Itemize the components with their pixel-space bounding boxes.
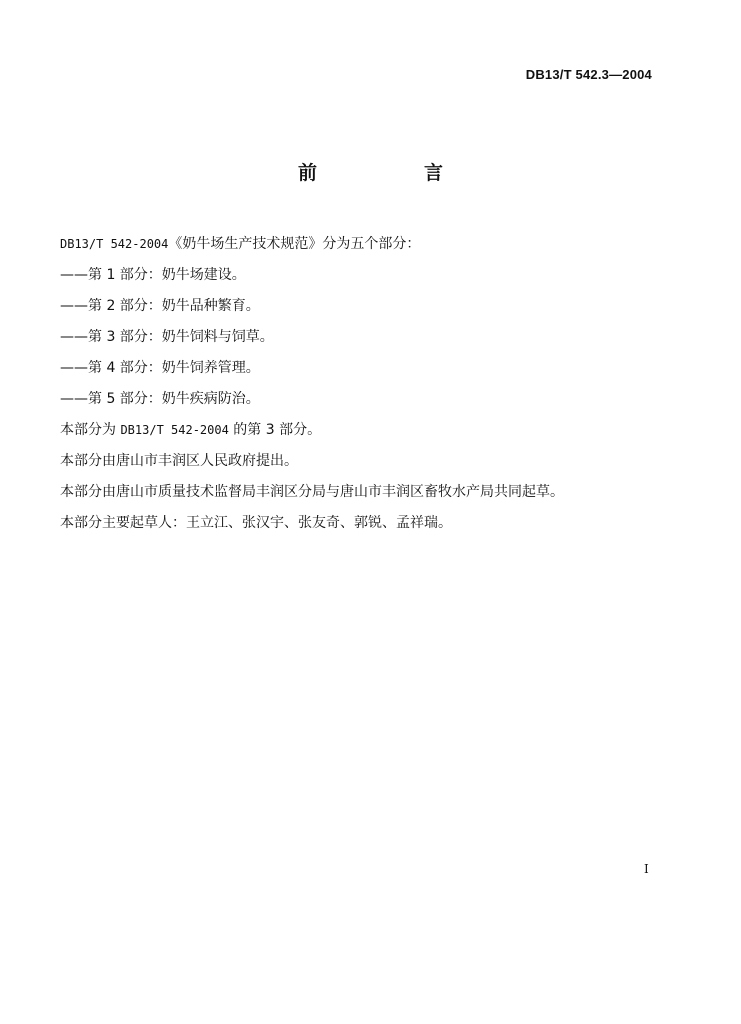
this-part-paragraph [60,418,680,449]
part-item-5: ——第 5 部分：奶牛疾病防治。 [60,391,260,407]
intro-text: 《奶牛场生产技术规范》分为五个部分： [168,236,421,252]
intro-standard-code: DB13/T 542-2004 [60,237,169,251]
this-part-prefix: 本部分为 [60,422,121,438]
part-item-3: ——第 3 部分：奶牛饲料与饲草。 [60,329,274,345]
proposed-by-paragraph: 本部分由唐山市丰润区人民政府提出。 [60,453,298,469]
drafters-paragraph: 本部分主要起草人：王立江、张汉宇、张友奇、郭锐、孟祥瑞。 [60,515,452,531]
page-title: 前 言 [297,162,487,184]
intro-paragraph [60,232,680,263]
foreword-body [60,232,680,542]
part-item-2: ——第 2 部分：奶牛品种繁育。 [60,298,260,314]
this-part-code: DB13/T 542-2004 [120,423,229,437]
part-item-1: ——第 1 部分：奶牛场建设。 [60,267,246,283]
standard-code: DB13/T 542.3—2004 [525,67,652,82]
page-number: I [644,862,649,876]
drafted-by-paragraph: 本部分由唐山市质量技术监督局丰润区分局与唐山市丰润区畜牧水产局共同起草。 [60,484,564,500]
this-part-suffix: 的第 3 部分。 [228,422,322,438]
part-item-4: ——第 4 部分：奶牛饲养管理。 [60,360,260,376]
